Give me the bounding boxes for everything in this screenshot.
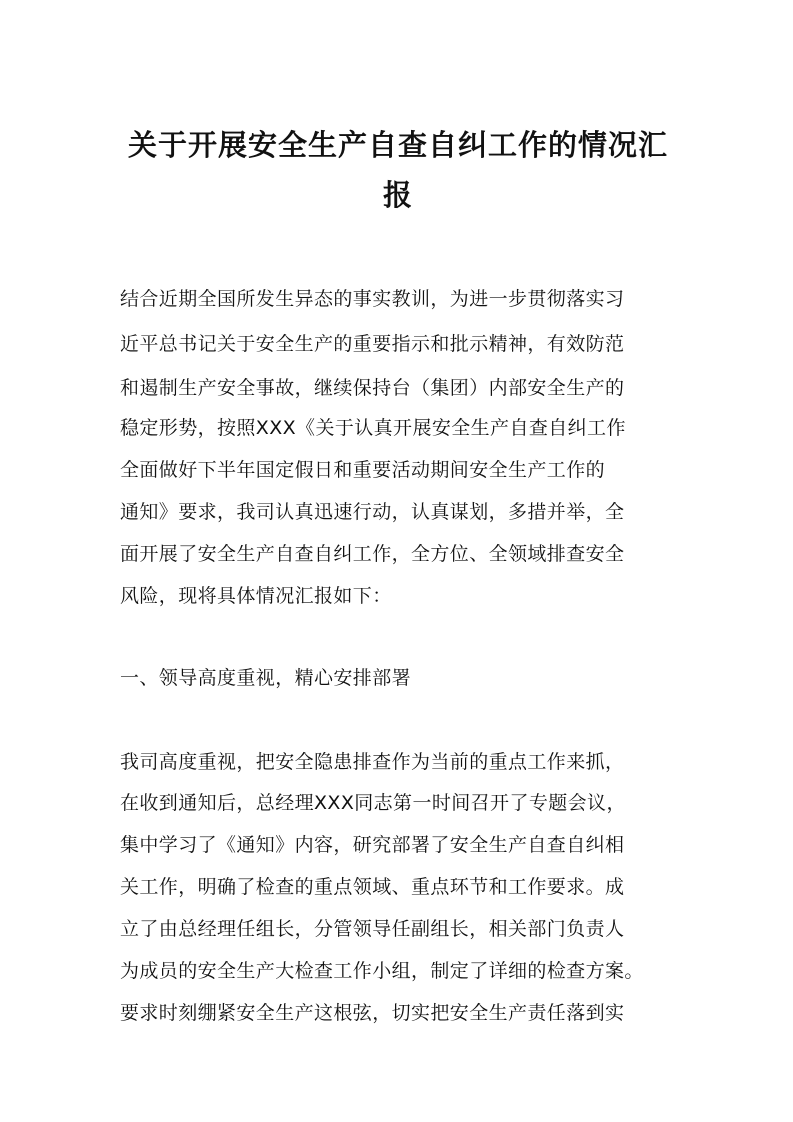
paragraph-line: 要求时刻绷紧安全生产这根弦，切实把安全生产责任落到实 bbox=[120, 1002, 625, 1024]
paragraph-line: 我司高度重视，把安全隐患排查作为当前的重点工作来抓， bbox=[120, 751, 625, 773]
paragraph-line: 结合近期全国所发生异态的事实教训，为进一步贯彻落实习 bbox=[120, 288, 625, 310]
paragraph-line: 在收到通知后，总经理XXX同志第一时间召开了专题会议， bbox=[120, 792, 626, 814]
paragraph-line: 为成员的安全生产大检查工作小组，制定了详细的检查方案。 bbox=[120, 960, 644, 982]
paragraph-line: 全面做好下半年国定假日和重要活动期间安全生产工作的 bbox=[120, 459, 606, 481]
paragraph-line: 集中学习了《通知》内容，研究部署了安全生产自查自纠相 bbox=[120, 834, 625, 856]
document-title: 关于开展安全生产自查自纠工作的情况汇 报 bbox=[127, 128, 668, 212]
paragraph-line: 和遏制生产安全事故，继续保持台（集团）内部安全生产的 bbox=[120, 377, 625, 399]
paragraph-line: 稳定形势，按照XXX《关于认真开展安全生产自查自纠工作 bbox=[120, 417, 626, 439]
paragraph-line: 面开展了安全生产自查自纠工作，全方位、全领域排查安全 bbox=[120, 543, 625, 565]
paragraph-line: 关工作，明确了检查的重点领域、重点环节和工作要求。成 bbox=[120, 876, 625, 898]
section-heading: 一、领导高度重视，精心安排部署 bbox=[120, 667, 412, 689]
paragraph-line: 立了由总经理任组长，分管领导任副组长，相关部门负责人 bbox=[120, 918, 625, 940]
paragraph-line: 近平总书记关于安全生产的重要指示和批示精神，有效防范 bbox=[120, 333, 625, 355]
paragraph-line: 风险，现将具体情况汇报如下： bbox=[120, 585, 392, 607]
paragraph-line: 通知》要求，我司认真迅速行动，认真谋划，多措并举，全 bbox=[120, 501, 625, 523]
